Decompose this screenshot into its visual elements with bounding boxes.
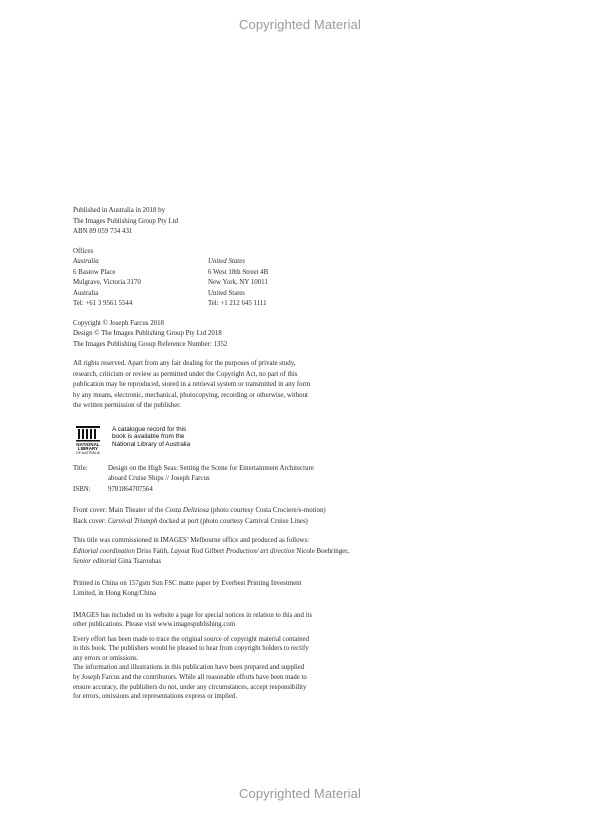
back-cover-ship: Carnival Triumph bbox=[107, 517, 158, 525]
office-address-line: United States bbox=[208, 289, 245, 297]
printing-line: Printed in China on 157gsm Sun FSC matte paper by Everbest Printing Investment bbox=[73, 579, 302, 587]
website-line: IMAGES has included on its website a page for special notices in relation to this and its bbox=[73, 611, 312, 619]
title-row bbox=[73, 464, 371, 485]
watermark-bottom: Copyrighted Material bbox=[239, 786, 361, 801]
national-library-logo-icon bbox=[73, 425, 103, 455]
role-name: Driss Fatih, bbox=[134, 547, 171, 555]
nla-logo-text: NATIONAL bbox=[76, 441, 100, 447]
role-name: Gina Tsarouhas bbox=[116, 558, 162, 565]
publisher-line: The Images Publishing Group Pty Ltd bbox=[73, 217, 179, 225]
rights-line: by any means, electronic, mechanical, photocopying, recording or otherwise, without bbox=[73, 391, 308, 399]
nla-text-line: A catalogue record for this bbox=[112, 425, 187, 433]
printing-block bbox=[73, 579, 371, 600]
office-phone: Tel: +61 3 9561 5544 bbox=[73, 300, 133, 307]
disclaimer-line: ensure accuracy, the publishers do not, under any circumstances, accept responsibility bbox=[73, 683, 307, 691]
back-cover-prefix: Back cover: bbox=[73, 517, 108, 525]
title-value-line: Design on the High Seas: Setting the Scene for Entertainment Architecture bbox=[108, 464, 314, 472]
role-label: Editorial coordination bbox=[73, 547, 135, 555]
office-address-line: 6 Bastow Place bbox=[73, 268, 116, 276]
role-label: Production/ art direction bbox=[225, 547, 295, 555]
nla-logo-text: OF AUSTRALIA bbox=[76, 450, 100, 455]
office-phone: Tel: +1 212 645 1111 bbox=[208, 300, 267, 307]
production-credits bbox=[73, 536, 371, 568]
nla-catalogue-notice bbox=[73, 425, 371, 455]
role-label: Senior editorial bbox=[73, 558, 117, 565]
office-address-line: Mulgrave, Victoria 3170 bbox=[73, 279, 141, 286]
offices-heading: Offices bbox=[73, 247, 94, 255]
front-cover-credit bbox=[73, 506, 371, 517]
copyright-line: The Images Publishing Group Reference Number: 1352 bbox=[73, 340, 228, 348]
rights-block bbox=[73, 359, 371, 412]
rights-line: All rights reserved. Apart from any fair dealing for the purposes of private study, bbox=[73, 360, 296, 367]
offices-block bbox=[73, 247, 371, 310]
rights-line: publication may be reproduced, stored in a retrieval system or transmitted in any form bbox=[73, 381, 311, 388]
credits-roles bbox=[73, 547, 371, 558]
front-cover-suffix: (photo courtesy Costa Crociere/e-motion) bbox=[208, 507, 326, 514]
office-united-states bbox=[208, 257, 368, 310]
front-cover-prefix: Front cover: Main Theater of the bbox=[73, 507, 166, 514]
effort-line: in this book. The publishers would be pleased to hear from copyright holders to rectify bbox=[73, 645, 309, 653]
role-name: Nicole Boehringer, bbox=[294, 547, 349, 555]
disclaimer-line: by Joseph Farcus and the contributors. While all reasonable efforts have been made to bbox=[73, 674, 307, 682]
office-address-line: New York, NY 10011 bbox=[208, 279, 268, 286]
publisher-block bbox=[73, 206, 371, 238]
watermark-top: Copyrighted Material bbox=[239, 17, 361, 32]
nla-text bbox=[112, 426, 190, 449]
catalog-block bbox=[73, 464, 371, 496]
role-name: Rod Gilbert bbox=[189, 547, 226, 555]
publisher-line: Published in Australia in 2018 by bbox=[73, 207, 166, 214]
office-address-line: Australia bbox=[73, 289, 99, 297]
disclaimer-line: for errors, omissions and representations express or implied. bbox=[73, 693, 238, 701]
effort-line: Every effort has been made to trace the original source of copyright material contained bbox=[73, 635, 309, 643]
credits-roles bbox=[73, 557, 371, 568]
isbn-row bbox=[73, 485, 371, 496]
title-label: Title: bbox=[73, 464, 88, 472]
website-line: other publications. Please visit www.imagespublishing.com bbox=[73, 621, 236, 629]
isbn-value: 9781864707564 bbox=[108, 485, 153, 493]
copyright-page-body bbox=[73, 206, 371, 702]
nla-text-line: National Library of Australia bbox=[112, 440, 191, 448]
back-cover-credit bbox=[73, 517, 371, 528]
office-country-label: Australia bbox=[73, 258, 99, 265]
nla-text-line: book is available from the bbox=[112, 433, 185, 441]
nla-logo-text: LIBRARY bbox=[77, 445, 99, 451]
back-cover-suffix: docked at port (photo courtesy Carnival Cruise Lines) bbox=[157, 517, 308, 525]
front-cover-ship: Costa Deliziosa bbox=[165, 507, 209, 514]
copyright-block bbox=[73, 319, 371, 351]
disclaimer-line: The information and illustrations in this publication have been prepared and supplied bbox=[73, 664, 305, 672]
office-address-line: 6 West 18th Street 4B bbox=[208, 268, 269, 276]
website-notice bbox=[73, 611, 371, 630]
office-country-label: United States bbox=[208, 258, 245, 265]
disclaimer-notice bbox=[73, 663, 371, 701]
rights-line: research, criticism or review as permitted under the Copyright Act, no part of this bbox=[73, 370, 298, 378]
effort-line: any errors or omissions. bbox=[73, 654, 139, 662]
publisher-line: ABN 89 059 734 431 bbox=[73, 228, 133, 235]
printing-line: Limited, in Hong Kong/China bbox=[73, 590, 157, 597]
role-label: Layout bbox=[170, 547, 190, 555]
office-australia bbox=[73, 257, 208, 310]
rights-line: the written permission of the publisher. bbox=[73, 402, 181, 409]
isbn-label: ISBN: bbox=[73, 485, 91, 493]
credits-intro: This title was commissioned in IMAGES’ Melbourne office and produced as follows: bbox=[73, 537, 310, 544]
copyright-line: Design © The Images Publishing Group Pty Ltd 2018 bbox=[73, 330, 222, 337]
cover-credits bbox=[73, 506, 371, 527]
effort-notice bbox=[73, 635, 371, 664]
copyright-line: Copyright © Joseph Farcus 2018 bbox=[73, 319, 164, 327]
title-value-line: aboard Cruise Ships // Joseph Farcus bbox=[108, 475, 210, 482]
